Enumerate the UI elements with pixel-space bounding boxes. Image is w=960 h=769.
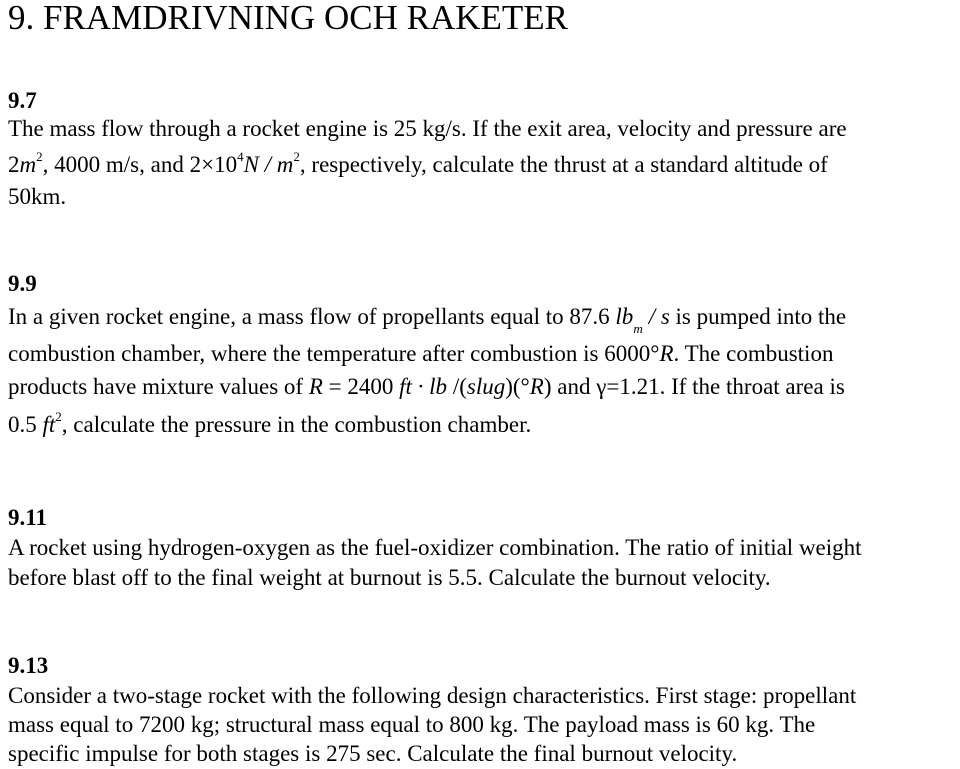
inline-text: In a given rocket engine, a mass flow of propellants equal to 87.6 (8, 304, 616, 329)
problem-9-7-line-2 (8, 150, 828, 180)
problem-9-13-line-3: specific impulse for both stages is 275 sec. Calculate the final burnout velocity. (8, 741, 738, 766)
inline-text: =1.21. If the throat area is (606, 374, 845, 399)
inline-text: , respectively, calculate the thrust at a standard altitude of (299, 152, 828, 177)
math-unit: slug (466, 374, 506, 399)
inline-text: combustion chamber, where the temperature after combustion is (8, 341, 605, 366)
problem-9-7-line-1: The mass flow through a rocket engine is 25 kg/s. If the exit area, velocity and pressure are (8, 116, 847, 141)
problem-9-11-line-1: A rocket using hydrogen-oxygen as the fuel-oxidizer combination. The ratio of initial weight (8, 535, 862, 560)
math-gamma: γ (596, 374, 607, 399)
problem-9-9-line-4 (8, 410, 531, 440)
math-number: 6000° (604, 341, 660, 366)
math-unit: lb (615, 304, 634, 329)
problem-9-9-line-1 (8, 302, 847, 336)
math-variable: R (308, 374, 323, 399)
page-title: 9. FRAMDRIVNING OCH RAKETER (8, 0, 569, 37)
inline-text: . The combustion (673, 341, 834, 366)
math-times: × (201, 152, 215, 177)
math-text: ) (543, 374, 552, 399)
inline-text: is pumped into the (669, 304, 847, 329)
math-number: 0.5 (8, 412, 43, 437)
math-exponent: 2 (36, 149, 43, 165)
math-text: /( (447, 374, 467, 399)
math-variable: R (529, 374, 544, 399)
math-number: 2 (8, 152, 20, 177)
problem-number-9-13: 9.13 (8, 653, 49, 678)
math-unit: / s (648, 304, 670, 329)
math-subscript: m (633, 320, 643, 336)
math-text: = 2400 (322, 374, 400, 399)
problem-9-9-line-2 (8, 339, 833, 369)
inline-text: and (551, 374, 597, 399)
problem-number-9-7: 9.7 (8, 88, 37, 113)
math-exponent: 2 (55, 409, 62, 425)
math-exponent: 2 (293, 149, 300, 165)
problem-number-9-11: 9.11 (8, 505, 47, 530)
math-unit: N / m (243, 152, 294, 177)
problem-9-9-line-3 (8, 372, 845, 402)
problem-9-7-line-3: 50km. (8, 184, 67, 209)
math-text: )(° (505, 374, 530, 399)
math-unit: ft · lb (399, 374, 448, 399)
math-number: 2 (189, 152, 202, 177)
math-unit: ft (42, 412, 56, 437)
math-variable: m (19, 152, 37, 177)
math-variable: R (659, 341, 674, 366)
problem-9-13-line-2: mass equal to 7200 kg; structural mass equal to 800 kg. The payload mass is 60 kg. The (8, 712, 816, 737)
problem-9-11-line-2: before blast off to the final weight at burnout is 5.5. Calculate the burnout velocity. (8, 565, 771, 590)
inline-text: , 4000 m/s, and (42, 152, 190, 177)
math-exponent: 4 (237, 149, 244, 165)
inline-text: , calculate the pressure in the combustion chamber. (61, 412, 532, 437)
inline-text: products have mixture values of (8, 374, 309, 399)
problem-number-9-9: 9.9 (8, 271, 37, 296)
problem-9-13-line-1: Consider a two-stage rocket with the following design characteristics. First stage: propellant (8, 683, 857, 708)
math-number: 10 (214, 152, 238, 177)
